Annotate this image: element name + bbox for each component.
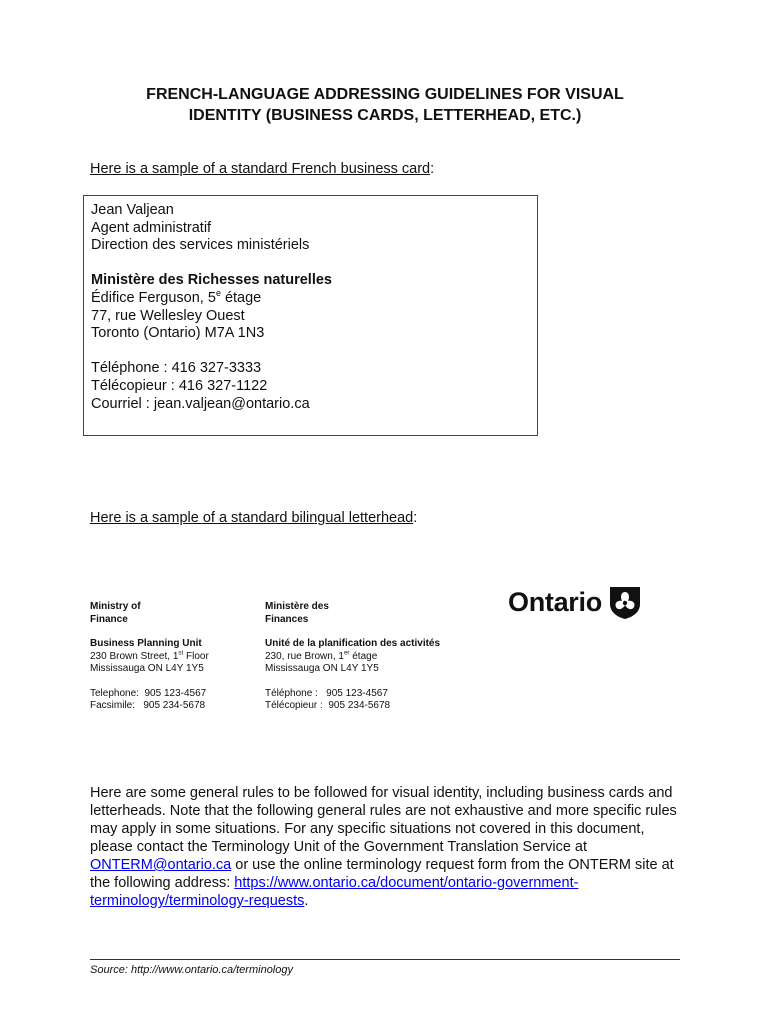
card-division: Direction des services ministériels (91, 237, 310, 254)
card-building: Édifice Ferguson, 5e étage (91, 288, 262, 306)
lh-en-street: 230 Brown Street, 1st Floor (90, 649, 209, 662)
intro-business-card: Here is a sample of a standard French business card: (90, 161, 435, 177)
title-line-1: FRENCH-LANGUAGE ADDRESSING GUIDELINES FOR VISUAL (146, 86, 624, 103)
card-name: Jean Valjean (91, 202, 174, 218)
card-city: Toronto (Ontario) M7A 1N3 (91, 325, 265, 342)
trillium-icon (607, 584, 643, 620)
lh-fr-ministry-2: Finances (265, 613, 309, 625)
lh-fr-phone: Téléphone : 905 123-4567 (265, 687, 388, 699)
lh-fr-street: 230, rue Brown, 1er étage (265, 649, 378, 662)
card-phone: Téléphone : 416 327-3333 (91, 360, 262, 377)
card-street: 77, rue Wellesley Ouest (91, 307, 245, 324)
card-position: Agent administratif (91, 219, 212, 236)
card-ministry: Ministère des Richesses naturelles (91, 272, 332, 289)
lh-fr-unit: Unité de la planification des activités (265, 638, 441, 649)
lh-fr-fax: Télécopieur : 905 234-5678 (265, 700, 391, 711)
intro-letterhead: Here is a sample of a standard bilingual letterhead: (90, 510, 418, 526)
card-email: Courriel : jean.valjean@ontario.ca (91, 395, 310, 412)
business-card-sample (83, 195, 538, 436)
intro-letterhead-text: Here is a sample of a standard bilingual letterhead (90, 510, 414, 526)
lh-en-phone: Telephone: 905 123-4567 (90, 687, 207, 699)
card-fax: Télécopieur : 416 327-1122 (91, 377, 268, 394)
title-line-2: IDENTITY (BUSINESS CARDS, LETTERHEAD, ETC.) (188, 107, 582, 124)
ontario-logo (508, 584, 643, 620)
lh-en-ministry-2: Finance (90, 613, 128, 625)
source-footnote: Source: http://www.ontario.ca/terminology (90, 964, 293, 976)
intro-business-card-text: Here is a sample of a standard French business card (90, 161, 431, 177)
ontario-logo-text: Ontario (508, 586, 602, 617)
lh-en-city: Mississauga ON L4Y 1Y5 (90, 663, 204, 674)
footnote-divider (90, 959, 680, 960)
letterhead-english-block (90, 601, 250, 713)
lh-en-fax: Facsimile: 905 234-5678 (90, 700, 206, 711)
onterm-email-link[interactable]: ONTERM@ontario.ca (90, 857, 232, 873)
lh-fr-city: Mississauga ON L4Y 1Y5 (265, 663, 379, 674)
lh-fr-ministry-1: Ministère des (265, 601, 329, 612)
lh-en-ministry-1: Ministry of (90, 601, 141, 612)
terminology-request-link[interactable]: https://www.ontario.ca/document/ontario-government-terminology/terminology-requests (90, 875, 579, 909)
lh-en-unit: Business Planning Unit (90, 638, 202, 649)
page-title (90, 84, 680, 126)
general-rules-paragraph: Here are some general rules to be followed for visual identity, including business cards and letterheads. Note that the following general rules are not exhaustive and more specific rules may apply in some situations. For any specific situations not covered in this document, please contact the Terminology Unit of the Government Translation Service at ONTERM@ontario.ca or use the online terminology request form from the ONTERM site at the following address: https://www.ontario.ca/document/ontario-government-terminology/terminology-requests. (90, 785, 677, 909)
letterhead-french-block (265, 601, 475, 713)
